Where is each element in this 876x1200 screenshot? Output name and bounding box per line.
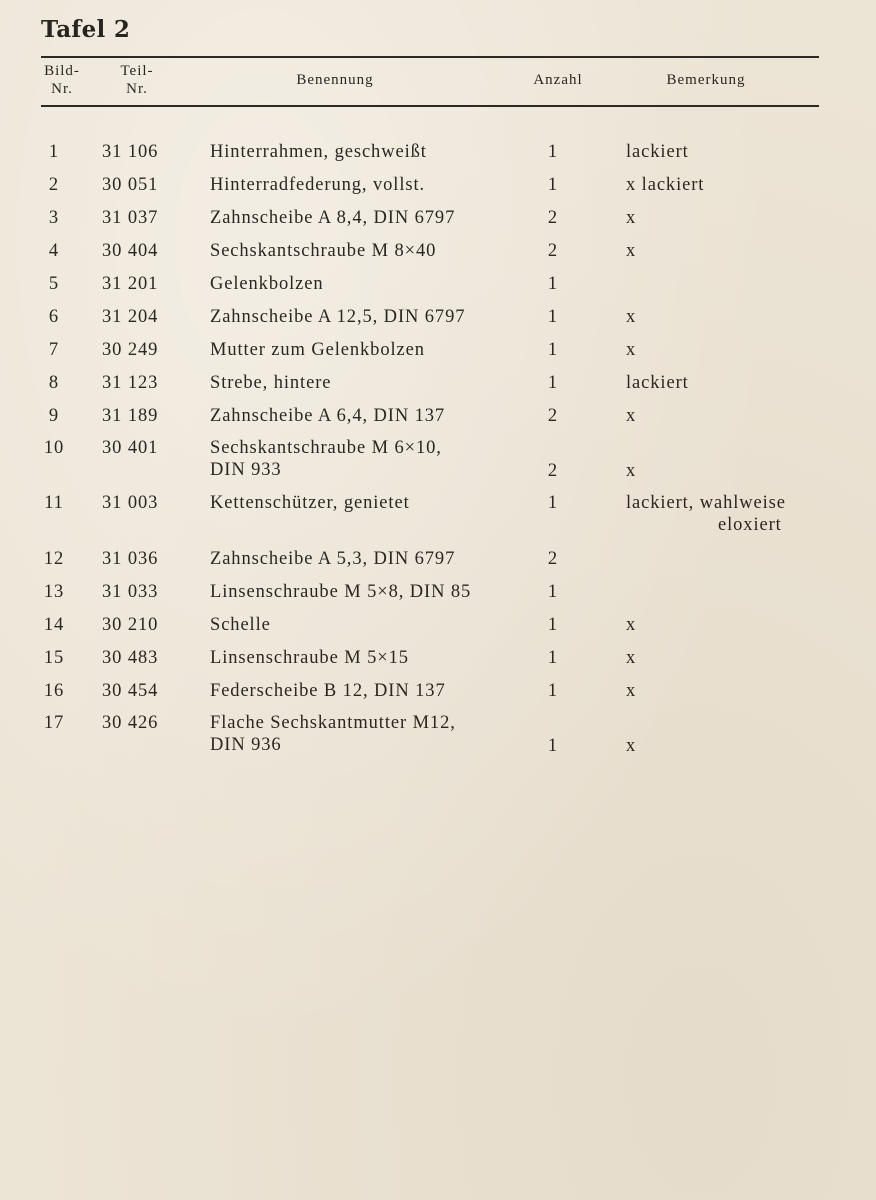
table-cell-anzahl: 2 <box>547 549 559 569</box>
table-cell-anzahl: 1 <box>547 175 559 195</box>
header-bemerkung: Bemerkung <box>666 72 746 88</box>
table-cell-bild-nr: 12 <box>43 549 65 569</box>
table-cell-bemerkung <box>626 460 636 482</box>
table-cell-bemerkung <box>626 492 786 536</box>
table-cell-anzahl: 1 <box>547 142 559 162</box>
bemerkung-line1: x <box>626 461 637 481</box>
benennung-line1: Hinterradfederung, vollst. <box>210 175 426 195</box>
table-cell-bild-nr: 8 <box>48 373 60 393</box>
header-rule-bottom <box>41 105 819 107</box>
table-cell-bild-nr: 1 <box>48 142 60 162</box>
table-cell-bild-nr: 6 <box>48 307 60 327</box>
bemerkung-line1: lackiert, wahlweise <box>626 493 786 513</box>
bemerkung-line1: x <box>626 340 637 360</box>
table-cell-teil-nr: 30 249 <box>102 340 159 360</box>
table-cell-benennung <box>210 712 456 756</box>
table-cell-anzahl: 2 <box>547 406 559 426</box>
benennung-line1: Sechskantschraube M 6×10, <box>210 438 442 458</box>
table-cell-anzahl: 1 <box>547 648 559 668</box>
benennung-line1: Gelenkbolzen <box>210 274 324 294</box>
table-cell-teil-nr: 31 201 <box>102 274 159 294</box>
table-cell-teil-nr: 31 036 <box>102 549 159 569</box>
table-cell-benennung <box>210 174 425 196</box>
table-cell-benennung <box>210 680 446 702</box>
benennung-line1: Sechskantschraube M 8×40 <box>210 241 437 261</box>
table-cell-anzahl: 1 <box>547 736 559 756</box>
table-cell-bemerkung <box>626 306 636 328</box>
table-cell-teil-nr: 31 123 <box>102 373 159 393</box>
table-cell-bild-nr: 7 <box>48 340 60 360</box>
table-cell-benennung <box>210 405 445 427</box>
table-cell-anzahl: 1 <box>547 274 559 294</box>
benennung-line1: Linsenschraube M 5×15 <box>210 648 409 668</box>
benennung-line2: DIN 933 <box>210 460 282 480</box>
table-cell-bemerkung <box>626 339 636 361</box>
bemerkung-line2: eloxiert <box>718 515 782 535</box>
header-rule-top <box>41 56 819 58</box>
table-cell-benennung <box>210 372 331 394</box>
benennung-line1: Zahnscheibe A 5,3, DIN 6797 <box>210 549 456 569</box>
header-teil-line1: Teil- <box>120 63 154 79</box>
table-cell-bild-nr: 9 <box>48 406 60 426</box>
benennung-line2: DIN 936 <box>210 735 282 755</box>
table-cell-teil-nr: 30 401 <box>102 438 159 458</box>
table-cell-benennung <box>210 647 409 669</box>
table-cell-benennung <box>210 614 271 636</box>
table-cell-bemerkung <box>626 735 636 757</box>
bemerkung-line1: lackiert <box>626 142 689 162</box>
bemerkung-line1: x <box>626 615 637 635</box>
table-cell-bild-nr: 17 <box>43 713 65 733</box>
table-cell-teil-nr: 30 454 <box>102 681 159 701</box>
header-bild-nr <box>36 62 88 98</box>
table-cell-bild-nr: 3 <box>48 208 60 228</box>
bemerkung-line1: x <box>626 681 637 701</box>
bemerkung-line1: x <box>626 648 637 668</box>
table-cell-benennung <box>210 548 455 570</box>
table-cell-teil-nr: 31 106 <box>102 142 159 162</box>
table-cell-bild-nr: 11 <box>44 493 64 513</box>
table-cell-teil-nr: 31 003 <box>102 493 159 513</box>
header-bild-line2: Nr. <box>51 81 73 97</box>
table-cell-benennung <box>210 581 471 603</box>
benennung-line1: Federscheibe B 12, DIN 137 <box>210 681 446 701</box>
table-cell-bemerkung <box>626 372 689 394</box>
table-cell-benennung <box>210 306 465 328</box>
benennung-line1: Zahnscheibe A 12,5, DIN 6797 <box>210 307 466 327</box>
table-cell-benennung <box>210 437 442 481</box>
table-cell-anzahl: 1 <box>547 681 559 701</box>
table-cell-bemerkung <box>626 141 689 163</box>
table-cell-bild-nr: 14 <box>43 615 65 635</box>
table-cell-benennung <box>210 141 427 163</box>
table-cell-anzahl: 1 <box>547 307 559 327</box>
table-cell-anzahl: 1 <box>547 582 559 602</box>
table-cell-bemerkung <box>626 207 636 229</box>
benennung-line1: Zahnscheibe A 8,4, DIN 6797 <box>210 208 456 228</box>
table-cell-anzahl: 1 <box>547 340 559 360</box>
table-cell-bild-nr: 2 <box>48 175 60 195</box>
table-cell-teil-nr: 30 426 <box>102 713 159 733</box>
table-cell-teil-nr: 31 189 <box>102 406 159 426</box>
table-cell-teil-nr: 30 051 <box>102 175 159 195</box>
table-cell-bemerkung <box>626 680 636 702</box>
table-cell-anzahl: 1 <box>547 373 559 393</box>
table-cell-teil-nr: 31 033 <box>102 582 159 602</box>
bemerkung-line1: x <box>626 208 637 228</box>
table-cell-benennung <box>210 492 410 514</box>
table-cell-anzahl: 1 <box>547 493 559 513</box>
table-cell-benennung <box>210 240 436 262</box>
table-cell-teil-nr: 31 037 <box>102 208 159 228</box>
benennung-line1: Zahnscheibe A 6,4, DIN 137 <box>210 406 446 426</box>
table-cell-anzahl: 1 <box>547 615 559 635</box>
benennung-line1: Linsenschraube M 5×8, DIN 85 <box>210 582 472 602</box>
bemerkung-line1: x <box>626 307 637 327</box>
bemerkung-line1: x <box>626 736 637 756</box>
table-cell-bemerkung <box>626 174 704 196</box>
header-anzahl: Anzahl <box>533 72 583 88</box>
bemerkung-line1: lackiert <box>626 373 689 393</box>
header-teil-line2: Nr. <box>126 81 148 97</box>
table-cell-bemerkung <box>626 405 636 427</box>
table-cell-teil-nr: 30 210 <box>102 615 159 635</box>
table-cell-bild-nr: 4 <box>48 241 60 261</box>
table-cell-teil-nr: 30 404 <box>102 241 159 261</box>
header-benennung: Benennung <box>296 72 374 88</box>
benennung-line1: Schelle <box>210 615 271 635</box>
table-cell-anzahl: 2 <box>547 208 559 228</box>
table-cell-bemerkung <box>626 614 636 636</box>
bemerkung-line1: x <box>626 406 637 426</box>
table-cell-bild-nr: 16 <box>43 681 65 701</box>
table-cell-teil-nr: 30 483 <box>102 648 159 668</box>
table-cell-benennung <box>210 273 324 295</box>
header-bild-line1: Bild- <box>44 63 80 79</box>
benennung-line1: Kettenschützer, genietet <box>210 493 410 513</box>
table-cell-bild-nr: 5 <box>48 274 60 294</box>
table-cell-benennung <box>210 339 425 361</box>
table-cell-benennung <box>210 207 455 229</box>
page-title: Tafel 2 <box>41 16 131 43</box>
table-cell-bild-nr: 10 <box>43 438 65 458</box>
table-cell-bild-nr: 15 <box>43 648 65 668</box>
bemerkung-line1: x <box>626 241 637 261</box>
benennung-line1: Mutter zum Gelenkbolzen <box>210 340 425 360</box>
table-cell-bild-nr: 13 <box>43 582 65 602</box>
benennung-line1: Strebe, hintere <box>210 373 332 393</box>
table-cell-teil-nr: 31 204 <box>102 307 159 327</box>
bemerkung-line1: x lackiert <box>626 175 705 195</box>
table-cell-bemerkung <box>626 240 636 262</box>
header-teil-nr <box>110 62 164 98</box>
benennung-line1: Hinterrahmen, geschweißt <box>210 142 427 162</box>
table-cell-bemerkung <box>626 647 636 669</box>
benennung-line1: Flache Sechskantmutter M12, <box>210 713 456 733</box>
table-cell-anzahl: 2 <box>547 241 559 261</box>
table-cell-anzahl: 2 <box>547 461 559 481</box>
